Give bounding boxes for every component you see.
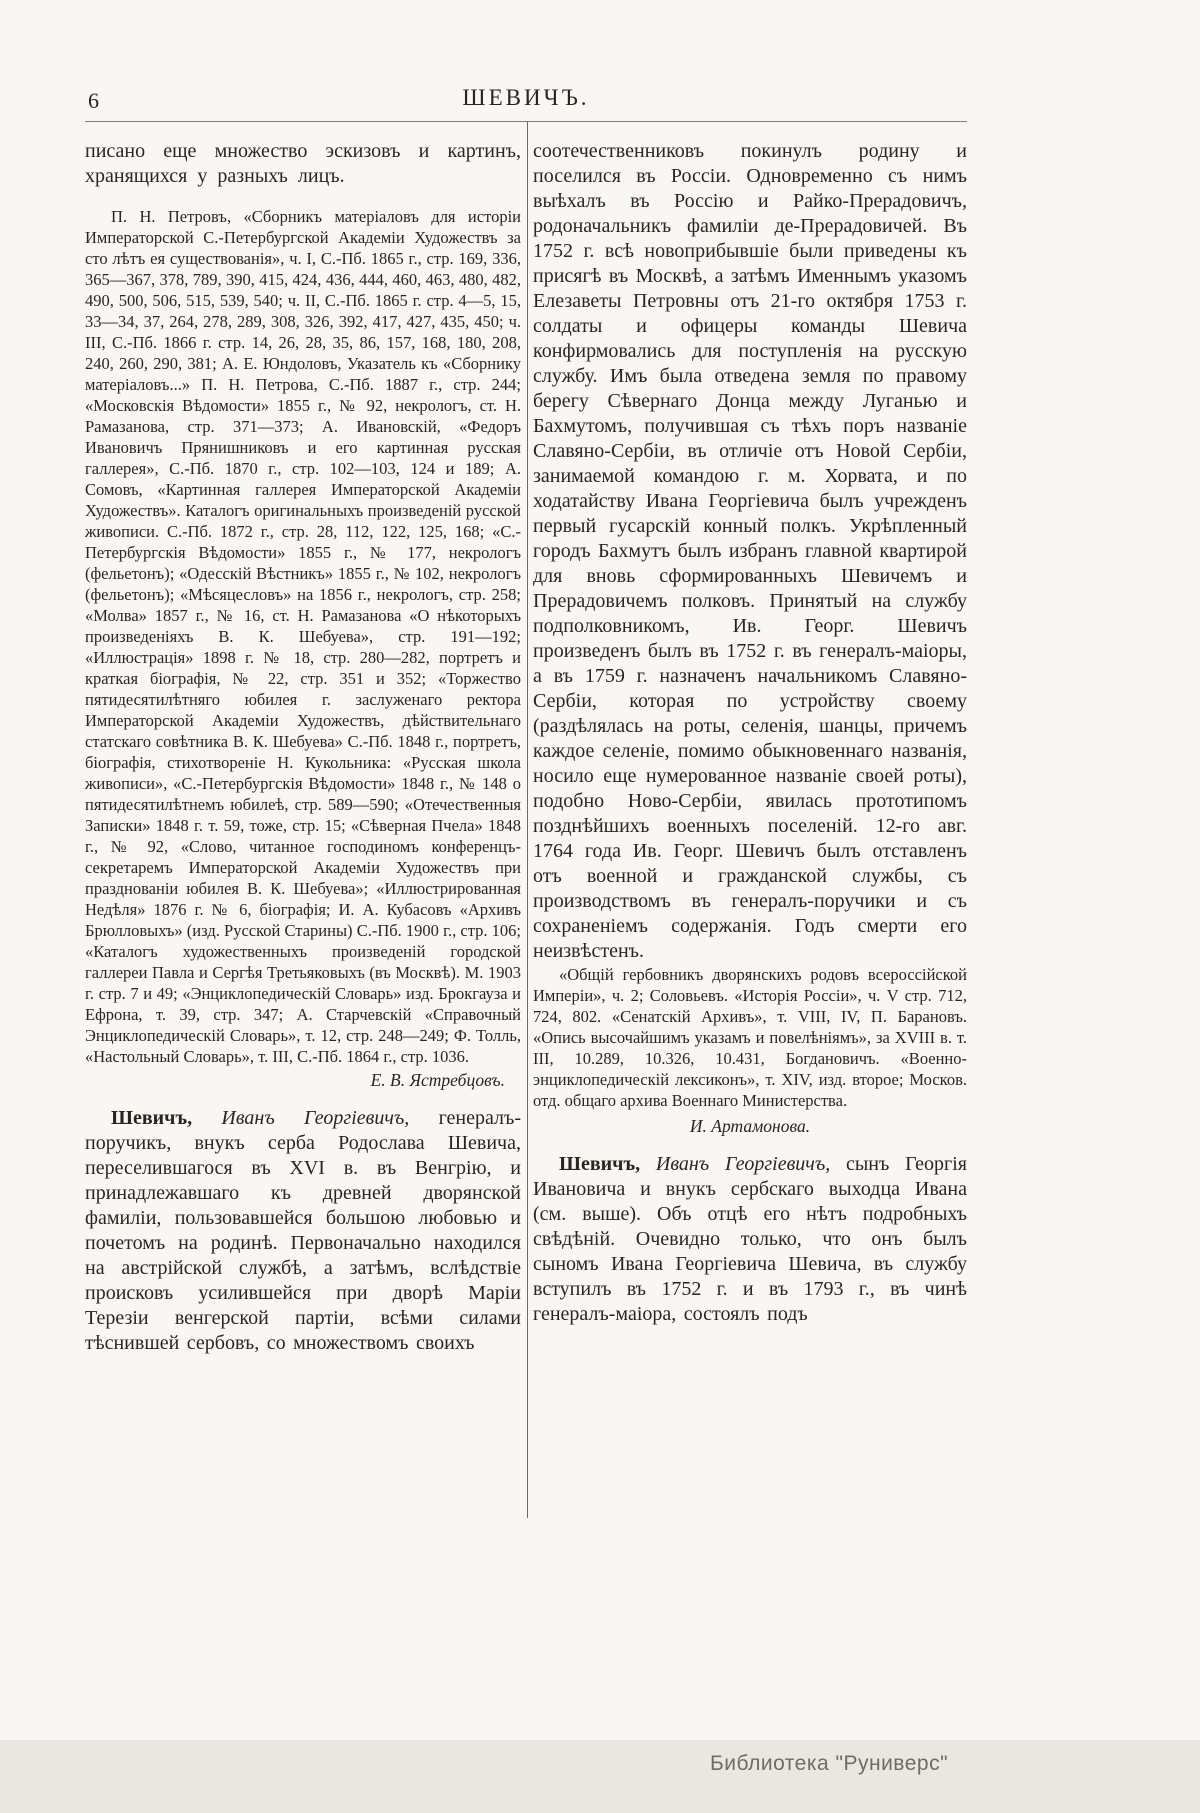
- bibliography-right: «Общій гербовникъ дворянскихъ родовъ всероссійской Имперіи», ч. 2; Соловьевъ. «Исторія Россіи», ч. V стр. 712, 724, 802. «Сенатскій Архивъ», т. VIII, IV, П. Барановъ. «Опись высочайшимъ указамъ и повелѣніямъ», за XVIII в. т. III, 10.289, 10.326, 10.431, Богдановичъ. «Военно-энциклопедическій лексиконъ», т. XIV, изд. второе; Москов. отд. общаго архива Военнаго Министерства.: [533, 965, 967, 1110]
- left-column: [85, 139, 521, 1356]
- text-columns: [85, 139, 967, 1356]
- entry-person-name: Иванъ Георгіевичъ,: [655, 1153, 831, 1175]
- scan-bottom-strip: [0, 1740, 1200, 1813]
- right-column: [533, 139, 967, 1327]
- header-rule: [85, 121, 967, 122]
- entry-continuation-text: соотечественниковъ покинулъ родину и поселился въ Россіи. Одновременно съ нимъ выѣхалъ въ Россію и Райко-Прерадовичъ, родоначальникъ фамиліи де-Прерадовичей. Въ 1752 г. всѣ новоприбывшіе были приведены къ присягѣ въ Москвѣ, а затѣмъ Именнымъ указомъ Елезаветы Петровны отъ 21-го октября 1753 г. солдаты и офицеры команды Шевича конфирмовались для поступленія на русскую службу. Имъ была отведена земля по правому берегу Сѣвернаго Донца между Луганью и Бахмутомъ, получившая съ тѣхъ поръ названіе Славяно-Сербіи, въ отличіе отъ Новой Сербіи, занимаемой командою г. м. Хорвата, и по ходатайству Ивана Георгіевича былъ учрежденъ первый гусарскій конный полкъ. Укрѣпленный городъ Бахмутъ былъ избранъ главной квартирой для вновь сформированныхъ Шевичемъ и Прерадовичемъ полковъ. Принятый на службу подполковникомъ, Ив. Георг. Шевичъ произведенъ былъ въ 1752 г. въ генералъ-маіоры, а въ 1759 г. назначенъ начальникомъ Славяно-Сербіи, которая по устройству своему (раздѣлялась на роты, селенія, шанцы, причемъ каждое селеніе, помимо обыкновеннаго названія, носило еще нумерованное названіе своей роты), подобно Ново-Сербіи, явилась прототипомъ позднѣйшихъ военныхъ поселеній. 12-го авг. 1764 года Ив. Георг. Шевичъ былъ отставленъ отъ военной и гражданской службы, съ производствомъ въ генералъ-поручики и съ сохраненіемъ содержанія. Годъ смерти его неизвѣстенъ.: [533, 140, 967, 962]
- page-number: 6: [88, 88, 99, 113]
- entry-headword: Шевичъ,: [559, 1153, 641, 1175]
- entry-body-text: генералъ-поручикъ, внукъ серба Родослава Шевича, переселившагося въ XVI в. въ Венгрію, и принадлежавшаго къ древней дворянской фамиліи, пользовавшейся большою любовью и почетомъ на родинѣ. Первоначально находился на австрійской службѣ, а затѣмъ, вслѣдствіе происковъ усилившейся при дворѣ Маріи Терезіи венгерской партіи, всѣми силами тѣснившей сербовъ, со множествомъ своихъ: [85, 1107, 522, 1354]
- running-title: ШЕВИЧЪ.: [462, 85, 590, 110]
- bibliography-author-right: И. Артамонова.: [689, 1116, 811, 1136]
- library-watermark: Библиотека "Руниверс": [710, 1752, 949, 1775]
- entry-shevich-ivan-georgievich-1: [85, 1106, 521, 1356]
- entry-headword: Шевичъ,: [111, 1107, 193, 1129]
- entry-body-text: сынъ Георгія Ивановича и внукъ сербскаго выходца Ивана (см. выше). Объ отцѣ его нѣтъ подробныхъ свѣдѣній. Очевидно только, что онъ былъ сыномъ Ивана Георгіевича Шевича, въ службу вступилъ въ 1752 г. и въ 1793 г., въ чинѣ генералъ-маіора, состоялъ подъ: [533, 1153, 967, 1325]
- entry-person-name: Иванъ Георгіевичъ,: [221, 1107, 410, 1129]
- entry-shevich-ivan-georgievich-2: [533, 1152, 967, 1327]
- continuation-paragraph: писано еще множество эскизовъ и картинъ, хранящихся у разныхъ лицъ.: [85, 140, 521, 187]
- bibliography-author-left: Е. В. Ястребцовъ.: [370, 1070, 505, 1090]
- bibliography-left: П. Н. Петровъ, «Сборникъ матеріаловъ для исторіи Императорской С.-Петербургской Академіи Художествъ за сто лѣтъ ея существованія», ч. I, С.-Пб. 1865 г., стр. 169, 336, 365—367, 378, 789, 390, 415, 424, 436, 444, 460, 463, 480, 482, 490, 500, 506, 515, 539, 540; ч. II, С.-Пб. 1865 г. стр. 4—5, 15, 33—34, 37, 264, 278, 289, 308, 326, 392, 417, 427, 435, 450; ч. III, С.-Пб. 1866 г. стр. 14, 26, 28, 35, 86, 157, 168, 180, 208, 240, 260, 290, 381; А. Е. Юндоловъ, Указатель къ «Сборнику матеріаловъ...» П. Н. Петрова, С.-Пб. 1887 г., стр. 244; «Московскія Вѣдомости» 1855 г., № 92, некрологъ, ст. Н. Рамазанова, стр. 371—373; А. Ивановскій, «Федоръ Ивановичъ Прянишниковъ и его картинная русская галлерея», С.-Пб. 1870 г., стр. 102—103, 124 и 189; А. Сомовъ, «Картинная галлерея Императорской Академіи Художествъ». Каталогъ оригинальныхъ произведеній русской живописи. С.-Пб. 1872 г., стр. 28, 112, 122, 125, 168; «С.-Петербургскія Вѣдомости» 1855 г., № 177, некрологъ (фельетонъ); «Одесскій Вѣстникъ» 1855 г., № 102, некрологъ (фельетонъ); «Мѣсяцесловъ» на 1856 г., некрологъ, стр. 258; «Молва» 1857 г., № 16, ст. Н. Рамазанова «О нѣкоторыхъ произведеніяхъ В. К. Шебуева», стр. 191—192; «Иллюстрація» 1898 г. № 18, стр. 280—282, портретъ и краткая біографія, № 22, стр. 351 и 352; «Торжество пятидесятилѣтняго юбилея г. заслуженаго ректора Императорской Академіи Художествъ, дѣйствительнаго статскаго совѣтника В. К. Шебуева» С.-Пб. 1848 г., портретъ, біографія, стихотвореніе Н. Кукольника: «Русская школа живописи», «С.-Петербургскія Вѣдомости» 1848 г., № 148 о пятидесятилѣтнемъ юбилеѣ, стр. 589—590; «Отечественныя Записки» 1848 г. т. 59, тоже, стр. 15; «Сѣверная Пчела» 1848 г., № 92, «Слово, читанное господиномъ конференцъ-секретаремъ Императорской Академіи Художествъ при празднованіи юбилея В. К. Шебуева»; «Иллюстрированная Недѣля» 1876 г. № 6, біографія; И. А. Кубасовъ «Архивъ Брюлловыхъ» (изд. Русской Старины) С.-Пб. 1900 г., стр. 106; «Каталогъ художественныхъ произведеній городской галлереи Павла и Сергѣя Третьяковыхъ (въ Москвѣ). М. 1903 г. стр. 7 и 49; «Энциклопедическій Словарь» изд. Брокгауза и Ефрона, т. 39, стр. 347; А. Старчевскій «Справочный Энциклопедическій Словарь», т. 12, стр. 248—249; Ф. Толль, «Настольный Словарь», т. III, С.-Пб. 1864 г., стр. 1036.: [85, 207, 521, 1066]
